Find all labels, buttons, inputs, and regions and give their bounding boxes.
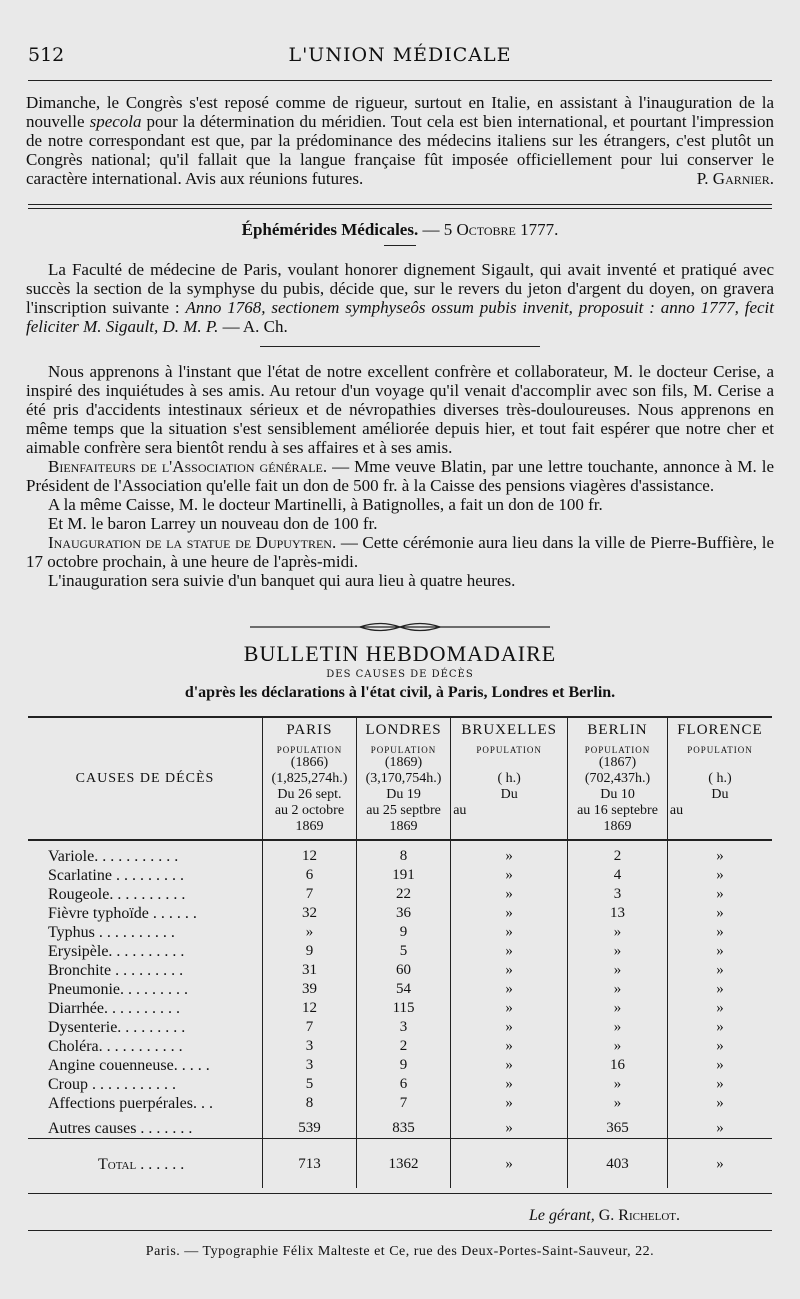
cause-cell: Rougeole. . . . . . . . . . (48, 885, 186, 903)
section-rule (28, 204, 772, 205)
value-cell: » (667, 999, 772, 1018)
cause-cell: Typhus . . . . . . . . . . (48, 923, 175, 941)
news-heading-benefactors: Bienfaiteurs de l'Association générale. (48, 457, 328, 476)
short-rule (384, 245, 416, 246)
value-cell: 5 (263, 1075, 357, 1094)
value-cell: 54 (356, 980, 450, 999)
value-cell: 31 (263, 961, 357, 980)
value-cell: 539 (263, 1119, 357, 1139)
table-row (28, 1119, 772, 1139)
period-start: Du (500, 787, 518, 802)
value-cell: » (568, 1037, 668, 1056)
value-cell: » (568, 923, 668, 942)
period-end: au 25 septbre (366, 803, 441, 818)
city-name: LONDRES (365, 722, 442, 738)
cause-cell: Bronchite . . . . . . . . . (48, 961, 184, 979)
causes-header: CAUSES DE DÉCÈS (75, 770, 215, 786)
value-cell: » (667, 847, 772, 866)
period-end: au 2 octobre (274, 803, 345, 818)
value-cell: 7 (263, 885, 357, 904)
value-cell: » (451, 866, 568, 885)
gerant-label: Le gérant, (528, 1207, 595, 1224)
value-cell: 12 (263, 847, 357, 866)
bulletin-title: BULLETIN HEBDOMADAIRE (243, 641, 557, 666)
value-cell: » (568, 1094, 668, 1113)
value-cell: » (667, 885, 772, 904)
cause-cell: Total . . . . . . (98, 1155, 185, 1173)
value-cell: » (667, 904, 772, 923)
population-year: (1869) (384, 755, 423, 770)
city-col-bruxelles (451, 717, 568, 840)
cause-cell: Autres causes . . . . . . . (48, 1119, 193, 1137)
header-rule (28, 80, 772, 81)
city-name: PARIS (286, 722, 333, 738)
value-cell: » (667, 866, 772, 885)
value-cell: 16 (568, 1056, 668, 1075)
bulletin-subtitle-2: d'après les déclarations à l'état civil, à Paris, Londres et Berlin. (184, 684, 616, 701)
value-cell: » (568, 961, 668, 980)
value-cell: » (667, 1056, 772, 1075)
bulletin-subtitle: DES CAUSES DE DÉCÈS (326, 669, 474, 680)
cause-cell: Croup . . . . . . . . . . . (48, 1075, 176, 1093)
city-col-londres (356, 717, 450, 840)
value-cell: » (451, 923, 568, 942)
city-col-florence (667, 717, 772, 840)
population-label: POPULATION (476, 745, 542, 755)
value-cell: » (451, 1018, 568, 1037)
value-cell: » (667, 1037, 772, 1056)
value-cell: 7 (356, 1094, 450, 1113)
period-end: au 16 septebre (577, 803, 658, 818)
news-paragraph-6: L'inauguration sera suivie d'un banquet qui aura lieu à quatre heures. (48, 571, 516, 590)
table-row (28, 1145, 772, 1188)
cause-cell: Diarrhée. . . . . . . . . . (48, 999, 180, 1017)
value-cell: 835 (356, 1119, 450, 1139)
cause-cell: Scarlatine . . . . . . . . . (48, 866, 184, 884)
ornament-divider (250, 620, 550, 634)
period-end: au (669, 803, 684, 818)
city-name: BERLIN (587, 722, 648, 738)
city-col-berlin (568, 717, 668, 840)
value-cell: » (451, 1037, 568, 1056)
period-year: 1869 (389, 819, 418, 834)
ephemerides-date: — 5 Octobre 1777. (422, 220, 559, 239)
value-cell: 2 (356, 1037, 450, 1056)
intro-text: Dimanche, le Congrès s'est reposé comme de rigueur, surtout en Italie, en assistant à l'inauguration de la nouvelle (26, 93, 774, 131)
ephemerides-inscription: Anno 1768, sectionem symphyseôs ossum pubis invenit, proposuit : anno 1777, fecit feliciter M. Sigault, D. M. P. (26, 298, 774, 336)
value-cell: 403 (568, 1145, 668, 1188)
value-cell: » (667, 1094, 772, 1113)
value-cell: » (451, 847, 568, 866)
value-cell: » (451, 1056, 568, 1075)
table-row (28, 1075, 772, 1094)
ephemerides-title: Éphémérides Médicales. (241, 220, 419, 239)
ephemerides-text: La Faculté de médecine de Paris, voulant honorer dignement Sigault, qui avait inventé et pratiqué avec succès la section de la symphyse du pubis, décide que, sur le revers du jeton d'argent du doyen, on gravera l'inscription suivante : (26, 260, 774, 317)
table-row (28, 904, 772, 923)
value-cell: » (451, 885, 568, 904)
value-cell: » (667, 1119, 772, 1139)
ephemerides-heading (26, 220, 774, 239)
value-cell: 3 (356, 1018, 450, 1037)
value-cell: 4 (568, 866, 668, 885)
value-cell: » (263, 923, 357, 942)
cause-cell: Angine couenneuse. . . . . (48, 1056, 210, 1074)
value-cell: » (667, 1018, 772, 1037)
period-end: au (453, 803, 467, 818)
value-cell: 9 (356, 923, 450, 942)
death-causes-table (28, 716, 772, 1188)
value-cell: 9 (263, 942, 357, 961)
value-cell: 6 (356, 1075, 450, 1094)
value-cell: 8 (356, 847, 450, 866)
imprint-rule (28, 1230, 772, 1231)
intro-signature: P. Garnier. (696, 169, 774, 188)
intro-text-2: pour la détermination du méridien. Tout cela est bien international, et pourtant l'impression de notre correspondant est que, par la prédominance des médecins italiens sur les étrangers, c'est plutôt un Congrès national; qu'il fallait que la langue française fût imposée officiellement pour lui conserver le caractère international. Avis aux réunions futures. (26, 112, 774, 188)
value-cell: » (568, 1075, 668, 1094)
cause-cell: Dysenterie. . . . . . . . . (48, 1018, 186, 1036)
news-heading-inauguration: Inauguration de la statue de Dupuytren. (48, 533, 337, 552)
gerant-name: G. Richelot. (598, 1207, 680, 1224)
value-cell: 1362 (356, 1145, 450, 1188)
intro-paragraph (26, 93, 774, 188)
table-row (28, 1094, 772, 1113)
value-cell: 36 (356, 904, 450, 923)
value-cell: » (568, 999, 668, 1018)
population-value: (1,825,274h.) (271, 771, 348, 786)
value-cell: 2 (568, 847, 668, 866)
population-label: POPULATION (276, 745, 343, 755)
period-start: Du 10 (600, 787, 635, 802)
table-row (28, 942, 772, 961)
value-cell: 6 (263, 866, 357, 885)
value-cell: » (451, 999, 568, 1018)
population-label: POPULATION (687, 745, 753, 755)
period-start: Du 26 sept. (277, 787, 342, 802)
value-cell: 9 (356, 1056, 450, 1075)
value-cell: 115 (356, 999, 450, 1018)
period-year: 1869 (603, 819, 632, 834)
section-rule-2 (28, 208, 772, 209)
table-row (28, 1056, 772, 1075)
table-row (28, 999, 772, 1018)
population-label: POPULATION (370, 745, 437, 755)
cause-cell: Choléra. . . . . . . . . . . (48, 1037, 183, 1055)
value-cell: » (451, 1119, 568, 1139)
value-cell: 39 (263, 980, 357, 999)
ephemerides-paragraph (26, 260, 774, 336)
period-start: Du 19 (386, 787, 421, 802)
value-cell: » (568, 942, 668, 961)
imprint: Paris. — Typographie Félix Malteste et Ce, rue des Deux-Portes-Saint-Sauveur, 22. (145, 1244, 655, 1259)
value-cell: » (451, 904, 568, 923)
value-cell: » (451, 1145, 568, 1188)
news-paragraph-5: — Cette cérémonie aura lieu dans la ville de Pierre-Buffière, le 17 octobre prochain, à une heure de l'après-midi. (26, 533, 775, 571)
population-value: (702,437h.) (584, 771, 651, 786)
value-cell: 32 (263, 904, 357, 923)
ephemerides-signature: — A. Ch. (222, 317, 288, 336)
value-cell: » (568, 1018, 668, 1037)
value-cell: » (667, 942, 772, 961)
table-row (28, 885, 772, 904)
news-paragraph-4: Et M. le baron Larrey un nouveau don de 100 fr. (48, 514, 378, 533)
table-row (28, 961, 772, 980)
value-cell: 5 (356, 942, 450, 961)
cause-cell: Pneumonie. . . . . . . . . (48, 980, 188, 998)
value-cell: 3 (263, 1056, 357, 1075)
footer-rule (28, 1193, 772, 1194)
table-row (28, 1018, 772, 1037)
table-row (28, 980, 772, 999)
population-value: ( h.) (708, 771, 732, 786)
value-cell: 713 (263, 1145, 357, 1188)
news-paragraph-3: A la même Caisse, M. le docteur Martinelli, à Batignolles, a fait un don de 100 fr. (48, 495, 603, 514)
value-cell: » (451, 1094, 568, 1113)
cause-cell: Variole. . . . . . . . . . . (48, 847, 179, 865)
gerant-signature (529, 1207, 680, 1225)
value-cell: » (451, 1075, 568, 1094)
value-cell: » (667, 1075, 772, 1094)
value-cell: 365 (568, 1119, 668, 1139)
value-cell: 7 (263, 1018, 357, 1037)
population-year: (1866) (290, 755, 329, 770)
value-cell: » (667, 923, 772, 942)
running-header (28, 44, 772, 74)
value-cell: » (451, 980, 568, 999)
value-cell: » (451, 961, 568, 980)
cause-cell: Affections puerpérales. . . (48, 1094, 213, 1112)
city-name: BRUXELLES (461, 722, 557, 738)
news-section (26, 362, 774, 590)
divider-rule (260, 346, 540, 347)
table-row (28, 923, 772, 942)
value-cell: 22 (356, 885, 450, 904)
city-col-paris (263, 717, 357, 840)
value-cell: » (667, 980, 772, 999)
period-start: Du (711, 787, 729, 802)
value-cell: » (568, 980, 668, 999)
value-cell: 13 (568, 904, 668, 923)
news-paragraph-2: — Mme veuve Blatin, par une lettre touchante, annonce à M. le Président de l'Association qu'elle fait un don de 500 fr. à la Caisse des pensions viagères d'assistance. (26, 457, 775, 495)
value-cell: » (451, 942, 568, 961)
value-cell: 3 (568, 885, 668, 904)
page-number: 512 (28, 44, 65, 66)
population-year: (1867) (598, 755, 637, 770)
value-cell: » (667, 1145, 772, 1188)
table-header-row (28, 717, 772, 840)
cause-cell: Erysipèle. . . . . . . . . . (48, 942, 185, 960)
table-row (28, 866, 772, 885)
population-value: (3,170,754h.) (365, 771, 442, 786)
news-paragraph-1: Nous apprenons à l'instant que l'état de notre excellent confrère et collaborateur, M. le docteur Cerise, a inspiré des inquiétudes à ses amis. Au retour d'un voyage qu'il venait d'accomplir avec son fils, M. Cerise a été pris d'accidents intestinaux sérieux et de névropathies diverses très-douloureuses. Nous apprenons en même temps que la situation s'est sensiblement améliorée depuis hier, et tout fait espérer que notre cher et aimable confrère sera bientôt rendu à ses affaires et à ses amis. (26, 362, 774, 457)
value-cell: 60 (356, 961, 450, 980)
journal-title: L'UNION MÉDICALE (288, 44, 512, 66)
cause-cell: Fièvre typhoïde . . . . . . (48, 904, 197, 922)
value-cell: 191 (356, 866, 450, 885)
value-cell: » (667, 961, 772, 980)
population-value: ( h.) (497, 771, 521, 786)
table-row (28, 847, 772, 866)
intro-italic: specola (89, 112, 142, 131)
value-cell: 12 (263, 999, 357, 1018)
city-name: FLORENCE (677, 722, 763, 738)
table-body (28, 840, 772, 1188)
value-cell: 3 (263, 1037, 357, 1056)
period-year: 1869 (295, 819, 324, 834)
value-cell: 8 (263, 1094, 357, 1113)
table-row (28, 1037, 772, 1056)
population-label: POPULATION (584, 745, 651, 755)
